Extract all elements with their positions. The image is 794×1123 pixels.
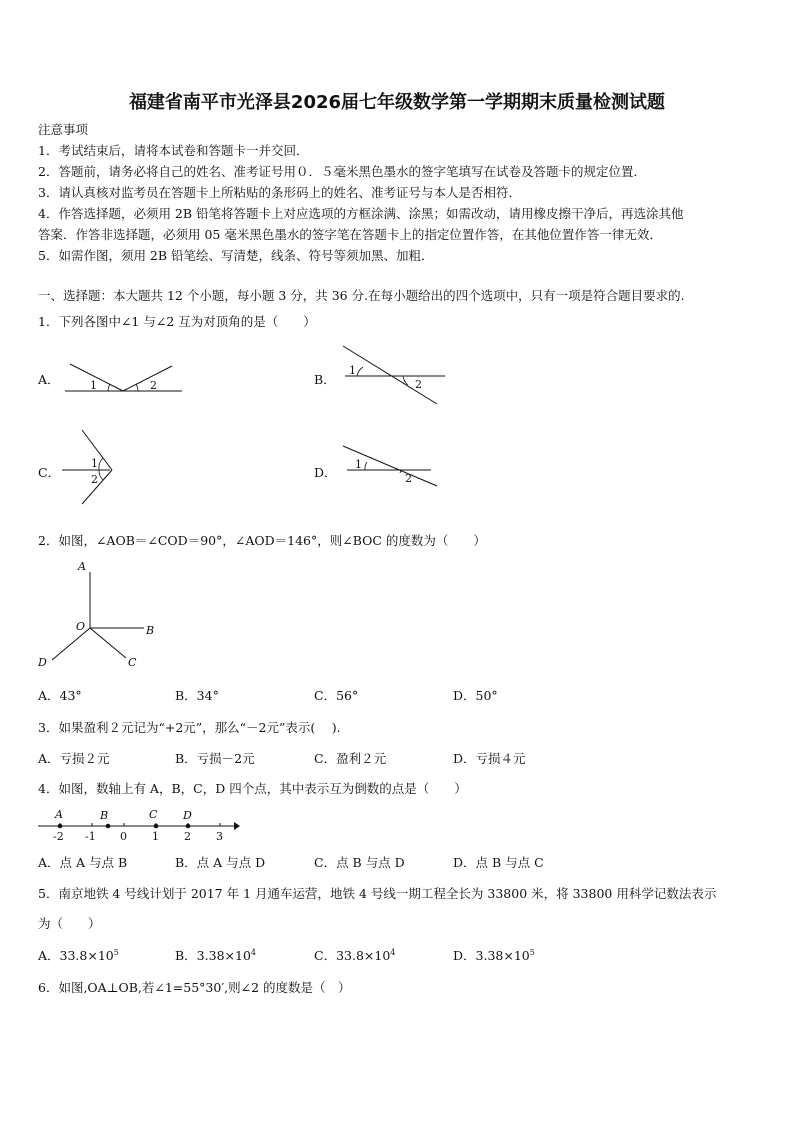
q5-option-a: A．$33.8\times 10^5$ bbox=[38, 947, 119, 963]
question-6-stem: 6．如图,OA⊥OB,若∠1=55°30′,则∠2 的度数是（ ） bbox=[38, 980, 351, 995]
notice-item: 2．答题前，请务必将自己的姓名、准考证号用０．５毫米黑色墨水的签字笔填写在试卷及答题卡的规定位置． bbox=[38, 164, 646, 179]
q4-tick-label: 1 bbox=[152, 830, 159, 843]
q3-option-d: D．亏损４元 bbox=[453, 751, 526, 766]
q1a-right-ray bbox=[123, 366, 172, 391]
q1-figure-b bbox=[335, 342, 455, 408]
q4-label-a: A bbox=[55, 808, 63, 821]
q1b-label-2: 2 bbox=[415, 378, 422, 391]
q1b-arc-1 bbox=[357, 367, 363, 376]
q2-figure bbox=[32, 558, 162, 674]
question-4-stem: 4．如图，数轴上有 A，B，C，D 四个点，其中表示互为倒数的点是（ ） bbox=[38, 781, 467, 796]
q2-option-c: C．56° bbox=[314, 688, 359, 703]
q1-option-a-label: A． bbox=[38, 372, 60, 387]
q5-option-b: B．$3.38\times 10^4$ bbox=[175, 947, 256, 963]
q2-option-d: D．50° bbox=[453, 688, 498, 703]
page-title: 福建省南平市光泽县2026届七年级数学第一学期期末质量检测试题 bbox=[128, 92, 666, 113]
q1d-arc-1 bbox=[365, 462, 367, 470]
q1a-arc-2 bbox=[136, 384, 138, 391]
q2-option-a: A．43° bbox=[38, 688, 82, 703]
q4-number-line bbox=[34, 804, 244, 844]
q3-option-b: B．亏损－2元 bbox=[175, 751, 255, 766]
notice-heading: 注意事项 bbox=[38, 122, 89, 137]
q3-option-c: C．盈利２元 bbox=[314, 751, 387, 766]
q1-option-b-label: B． bbox=[314, 372, 336, 387]
q4-option-a: A．点 A 与点 B bbox=[38, 855, 128, 870]
notice-item: 3．请认真核对监考员在答题卡上所粘贴的条形码上的姓名、准考证号与本人是否相符． bbox=[38, 185, 521, 200]
q1c-label-2: 2 bbox=[91, 473, 98, 486]
notice-item: 1．考试结束后，请将本试卷和答题卡一并交回． bbox=[38, 143, 309, 158]
q4-tick-label: 2 bbox=[184, 830, 191, 843]
q4-label-d: D bbox=[183, 809, 192, 822]
q1a-arc-1 bbox=[108, 384, 110, 391]
notice-item: 4．作答选择题，必须用 2B 铅笔将答题卡上对应选项的方框涂满、涂黑；如需改动，请用橡皮擦干净后，再选涂其他 bbox=[38, 206, 684, 221]
q4-option-c: C．点 B 与点 D bbox=[314, 855, 405, 870]
q4-axis-arrow bbox=[234, 822, 240, 830]
q2-label-c: C bbox=[128, 656, 137, 669]
q1d-label-2: 2 bbox=[405, 472, 412, 485]
q2-label-b: B bbox=[146, 624, 155, 637]
q1c-arc-1 bbox=[99, 458, 103, 470]
q1a-label-1: 1 bbox=[90, 379, 97, 392]
q1c-arc-2 bbox=[99, 470, 103, 480]
q1a-label-2: 2 bbox=[150, 379, 157, 392]
question-1-stem: 1．下列各图中∠1 与∠2 互为对顶角的是（ ） bbox=[38, 314, 316, 329]
question-5-stem-line-2: 为（ ） bbox=[38, 916, 101, 931]
q4-point-b bbox=[106, 824, 111, 829]
q4-tick-label: 0 bbox=[120, 830, 127, 843]
q5-option-d: D．$3.38\times 10^5$ bbox=[453, 947, 535, 963]
question-2-stem: 2．如图，∠AOB＝∠COD＝90°，∠AOD＝146°，则∠BOC 的度数为（ ） bbox=[38, 533, 486, 548]
q4-point-d bbox=[186, 824, 191, 829]
q1-option-c-label: C． bbox=[38, 465, 61, 480]
question-5-stem-line-1: 5．南京地铁 4 号线计划于 2017 年 1 月通车运营，地铁 4 号线一期工程全长为 33800 米，将 33800 用科学记数法表示 bbox=[38, 886, 717, 901]
q4-label-c: C bbox=[149, 808, 158, 821]
q4-option-b: B．点 A 与点 D bbox=[175, 855, 266, 870]
q2-label-a: A bbox=[78, 560, 86, 573]
q1d-label-1: 1 bbox=[355, 458, 362, 471]
q2-ray-oc bbox=[90, 628, 126, 658]
q4-label-b: B bbox=[100, 809, 109, 822]
q1b-label-1: 1 bbox=[349, 364, 356, 377]
q3-option-a: A．亏损２元 bbox=[38, 751, 110, 766]
question-3-stem: 3．如果盈利２元记为“+2元”，那么“－2元”表示( ). bbox=[38, 720, 341, 735]
q1-figure-d bbox=[335, 440, 445, 490]
q5-option-c: C．$33.8\times 10^4$ bbox=[314, 947, 396, 963]
q4-tick-label: 3 bbox=[216, 830, 223, 843]
q1-figure-c bbox=[58, 428, 128, 508]
section-heading: 一、选择题：本大题共 12 个小题，每小题 3 分，共 36 分.在每小题给出的四个选项中，只有一项是符合题目要求的. bbox=[38, 288, 685, 303]
notice-item: 答案．作答非选择题，必须用 05 毫米黑色墨水的签字笔在答题卡上的指定位置作答，在其他位置作答一律无效． bbox=[38, 227, 662, 242]
q1-option-d-label: D． bbox=[314, 465, 337, 480]
q2-label-o: O bbox=[76, 620, 86, 633]
notice-item: 5．如需作图，须用 2B 铅笔绘、写清楚，线条、符号等须加黑、加粗． bbox=[38, 248, 434, 263]
q4-tick-label: -1 bbox=[85, 830, 96, 843]
q2-option-b: B．34° bbox=[175, 688, 219, 703]
q2-label-d: D bbox=[38, 656, 47, 669]
q1c-label-1: 1 bbox=[91, 457, 98, 470]
q4-point-a bbox=[58, 824, 63, 829]
q4-option-d: D．点 B 与点 C bbox=[453, 855, 544, 870]
q4-point-c bbox=[154, 824, 159, 829]
q4-tick-label: -2 bbox=[53, 830, 64, 843]
q1-figure-a bbox=[60, 352, 190, 402]
